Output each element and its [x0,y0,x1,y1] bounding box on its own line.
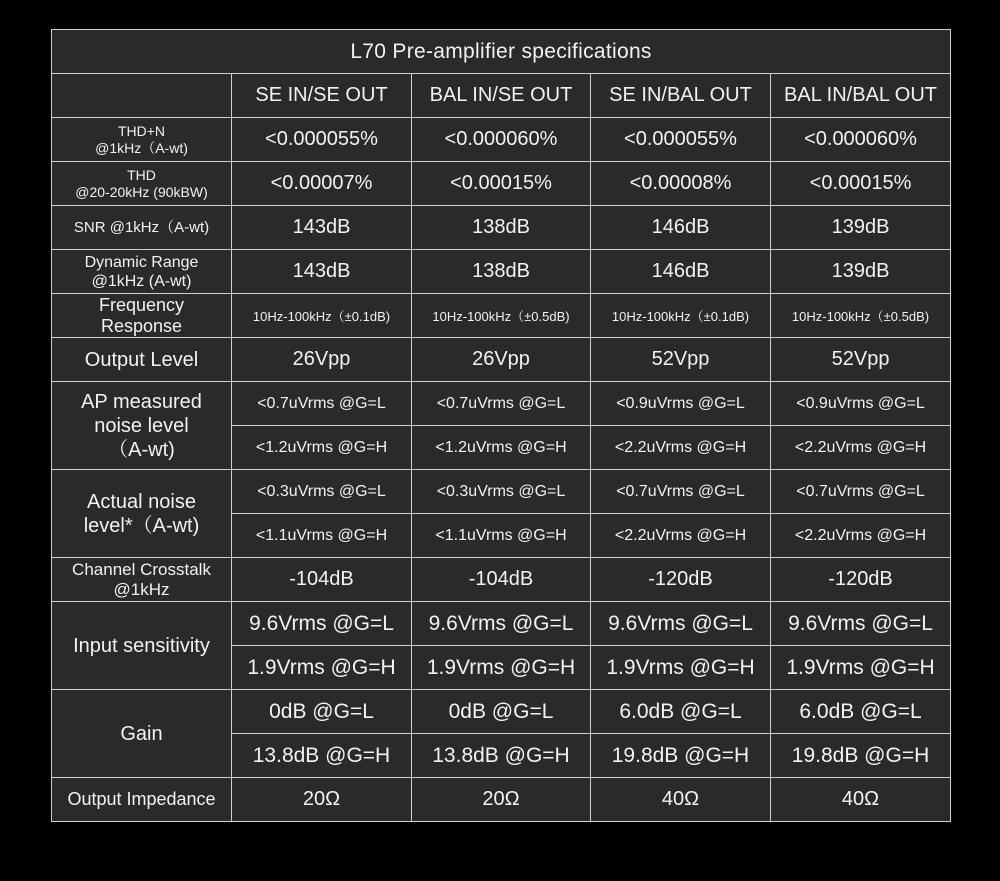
row-label-actual-noise [52,470,232,558]
table-cell: <0.00007% [232,162,412,206]
table-cell: -120dB [591,558,771,602]
header-row [52,74,951,118]
spec-table [51,29,951,822]
table-cell: <1.2uVrms @G=H [232,426,412,470]
table-row [52,778,951,822]
table-cell: <1.1uVrms @G=H [412,514,591,558]
table-cell: 9.6Vrms @G=L [412,602,591,646]
table-cell: <0.00015% [771,162,951,206]
table-cell: 139dB [771,250,951,294]
row-label-frequency-response [52,294,232,338]
table-cell: 0dB @G=L [412,690,591,734]
table-cell: 1.9Vrms @G=H [771,646,951,690]
row-label-line: noise level [94,414,189,437]
table-cell: <0.3uVrms @G=L [412,470,591,514]
table-cell: 138dB [412,250,591,294]
table-cell: <0.3uVrms @G=L [232,470,412,514]
table-cell: 19.8dB @G=H [591,734,771,778]
row-label-dynamic-range [52,250,232,294]
table-cell: 143dB [232,250,412,294]
table-cell: 9.6Vrms @G=L [232,602,412,646]
table-cell: 1.9Vrms @G=H [412,646,591,690]
table-cell: 10Hz-100kHz（±0.1dB) [232,294,412,338]
table-cell: 26Vpp [232,338,412,382]
row-label-thd [52,162,232,206]
row-label-line: Response [100,315,183,336]
table-cell: 40Ω [771,778,951,822]
table-row [52,470,951,514]
table-cell: <0.000060% [771,118,951,162]
table-cell: 13.8dB @G=H [232,734,412,778]
row-label-gain: Gain [52,690,232,778]
table-row [52,250,951,294]
table-cell: 143dB [232,206,412,250]
table-cell: 1.9Vrms @G=H [591,646,771,690]
table-cell: <1.2uVrms @G=H [412,426,591,470]
table-cell: 40Ω [591,778,771,822]
table-title: L70 Pre-amplifier specifications [52,30,951,74]
row-label-line: AP measured [81,390,202,413]
table-row [52,118,951,162]
table-cell: <0.00015% [412,162,591,206]
header-empty-cell [52,74,232,118]
table-cell: <0.000060% [412,118,591,162]
table-cell: 1.9Vrms @G=H [232,646,412,690]
table-cell: <0.7uVrms @G=L [412,382,591,426]
table-cell: 20Ω [412,778,591,822]
row-label-output-impedance: Output Impedance [52,778,232,822]
row-label-line: @1kHz（A-wt) [95,139,188,156]
column-header: BAL IN/BAL OUT [771,74,951,118]
table-cell: 138dB [412,206,591,250]
table-cell: -104dB [232,558,412,602]
table-cell: 26Vpp [412,338,591,382]
table-cell: <0.9uVrms @G=L [771,382,951,426]
table-cell: <0.7uVrms @G=L [591,470,771,514]
table-row [52,162,951,206]
table-cell: 52Vpp [771,338,951,382]
table-cell: <2.2uVrms @G=H [591,426,771,470]
row-label-thdn [52,118,232,162]
table-row [52,206,951,250]
row-label-snr: SNR @1kHz（A-wt) [52,206,232,250]
row-label-line: Channel Crosstalk [72,559,211,579]
column-header: SE IN/SE OUT [232,74,412,118]
row-label-line: THD [127,166,156,183]
table-cell: <0.7uVrms @G=L [232,382,412,426]
row-label-line: Dynamic Range [84,253,199,271]
table-row [52,382,951,426]
row-label-line: （A-wt) [108,438,175,461]
table-cell: 10Hz-100kHz（±0.1dB) [591,294,771,338]
row-label-line: @1kHz (A-wt) [91,272,192,290]
row-label-line: @20-20kHz (90kBW) [75,183,208,200]
table-row [52,558,951,602]
table-cell: 6.0dB @G=L [771,690,951,734]
table-cell: 10Hz-100kHz（±0.5dB) [771,294,951,338]
table-cell: 13.8dB @G=H [412,734,591,778]
table-cell: -120dB [771,558,951,602]
table-cell: 52Vpp [591,338,771,382]
table-row [52,602,951,646]
table-cell: <2.2uVrms @G=H [771,514,951,558]
row-label-line: Frequency [98,294,185,315]
row-label-line: Actual noise [87,490,196,513]
table-cell: -104dB [412,558,591,602]
table-cell: 19.8dB @G=H [771,734,951,778]
table-cell: <0.000055% [232,118,412,162]
table-cell: <1.1uVrms @G=H [232,514,412,558]
row-label-input-sensitivity: Input sensitivity [52,602,232,690]
row-label-ap-noise [52,382,232,470]
table-cell: 20Ω [232,778,412,822]
row-label-crosstalk [52,558,232,602]
title-row [52,30,951,74]
table-row [52,294,951,338]
column-header: SE IN/BAL OUT [591,74,771,118]
table-cell: 146dB [591,250,771,294]
table-cell: <2.2uVrms @G=H [771,426,951,470]
table-cell: <0.00008% [591,162,771,206]
table-cell: 146dB [591,206,771,250]
table-cell: <0.9uVrms @G=L [591,382,771,426]
table-cell: 9.6Vrms @G=L [591,602,771,646]
table-cell: 6.0dB @G=L [591,690,771,734]
table-cell: <0.000055% [591,118,771,162]
table-cell: 10Hz-100kHz（±0.5dB) [412,294,591,338]
row-label-output-level: Output Level [52,338,232,382]
row-label-line: THD+N [117,122,166,139]
table-cell: 139dB [771,206,951,250]
table-row [52,338,951,382]
row-label-line: level*（A-wt) [83,514,200,537]
row-label-line: @1kHz [113,579,170,599]
column-header: BAL IN/SE OUT [412,74,591,118]
table-row [52,690,951,734]
table-cell: 9.6Vrms @G=L [771,602,951,646]
table-cell: <0.7uVrms @G=L [771,470,951,514]
table-cell: 0dB @G=L [232,690,412,734]
table-cell: <2.2uVrms @G=H [591,514,771,558]
